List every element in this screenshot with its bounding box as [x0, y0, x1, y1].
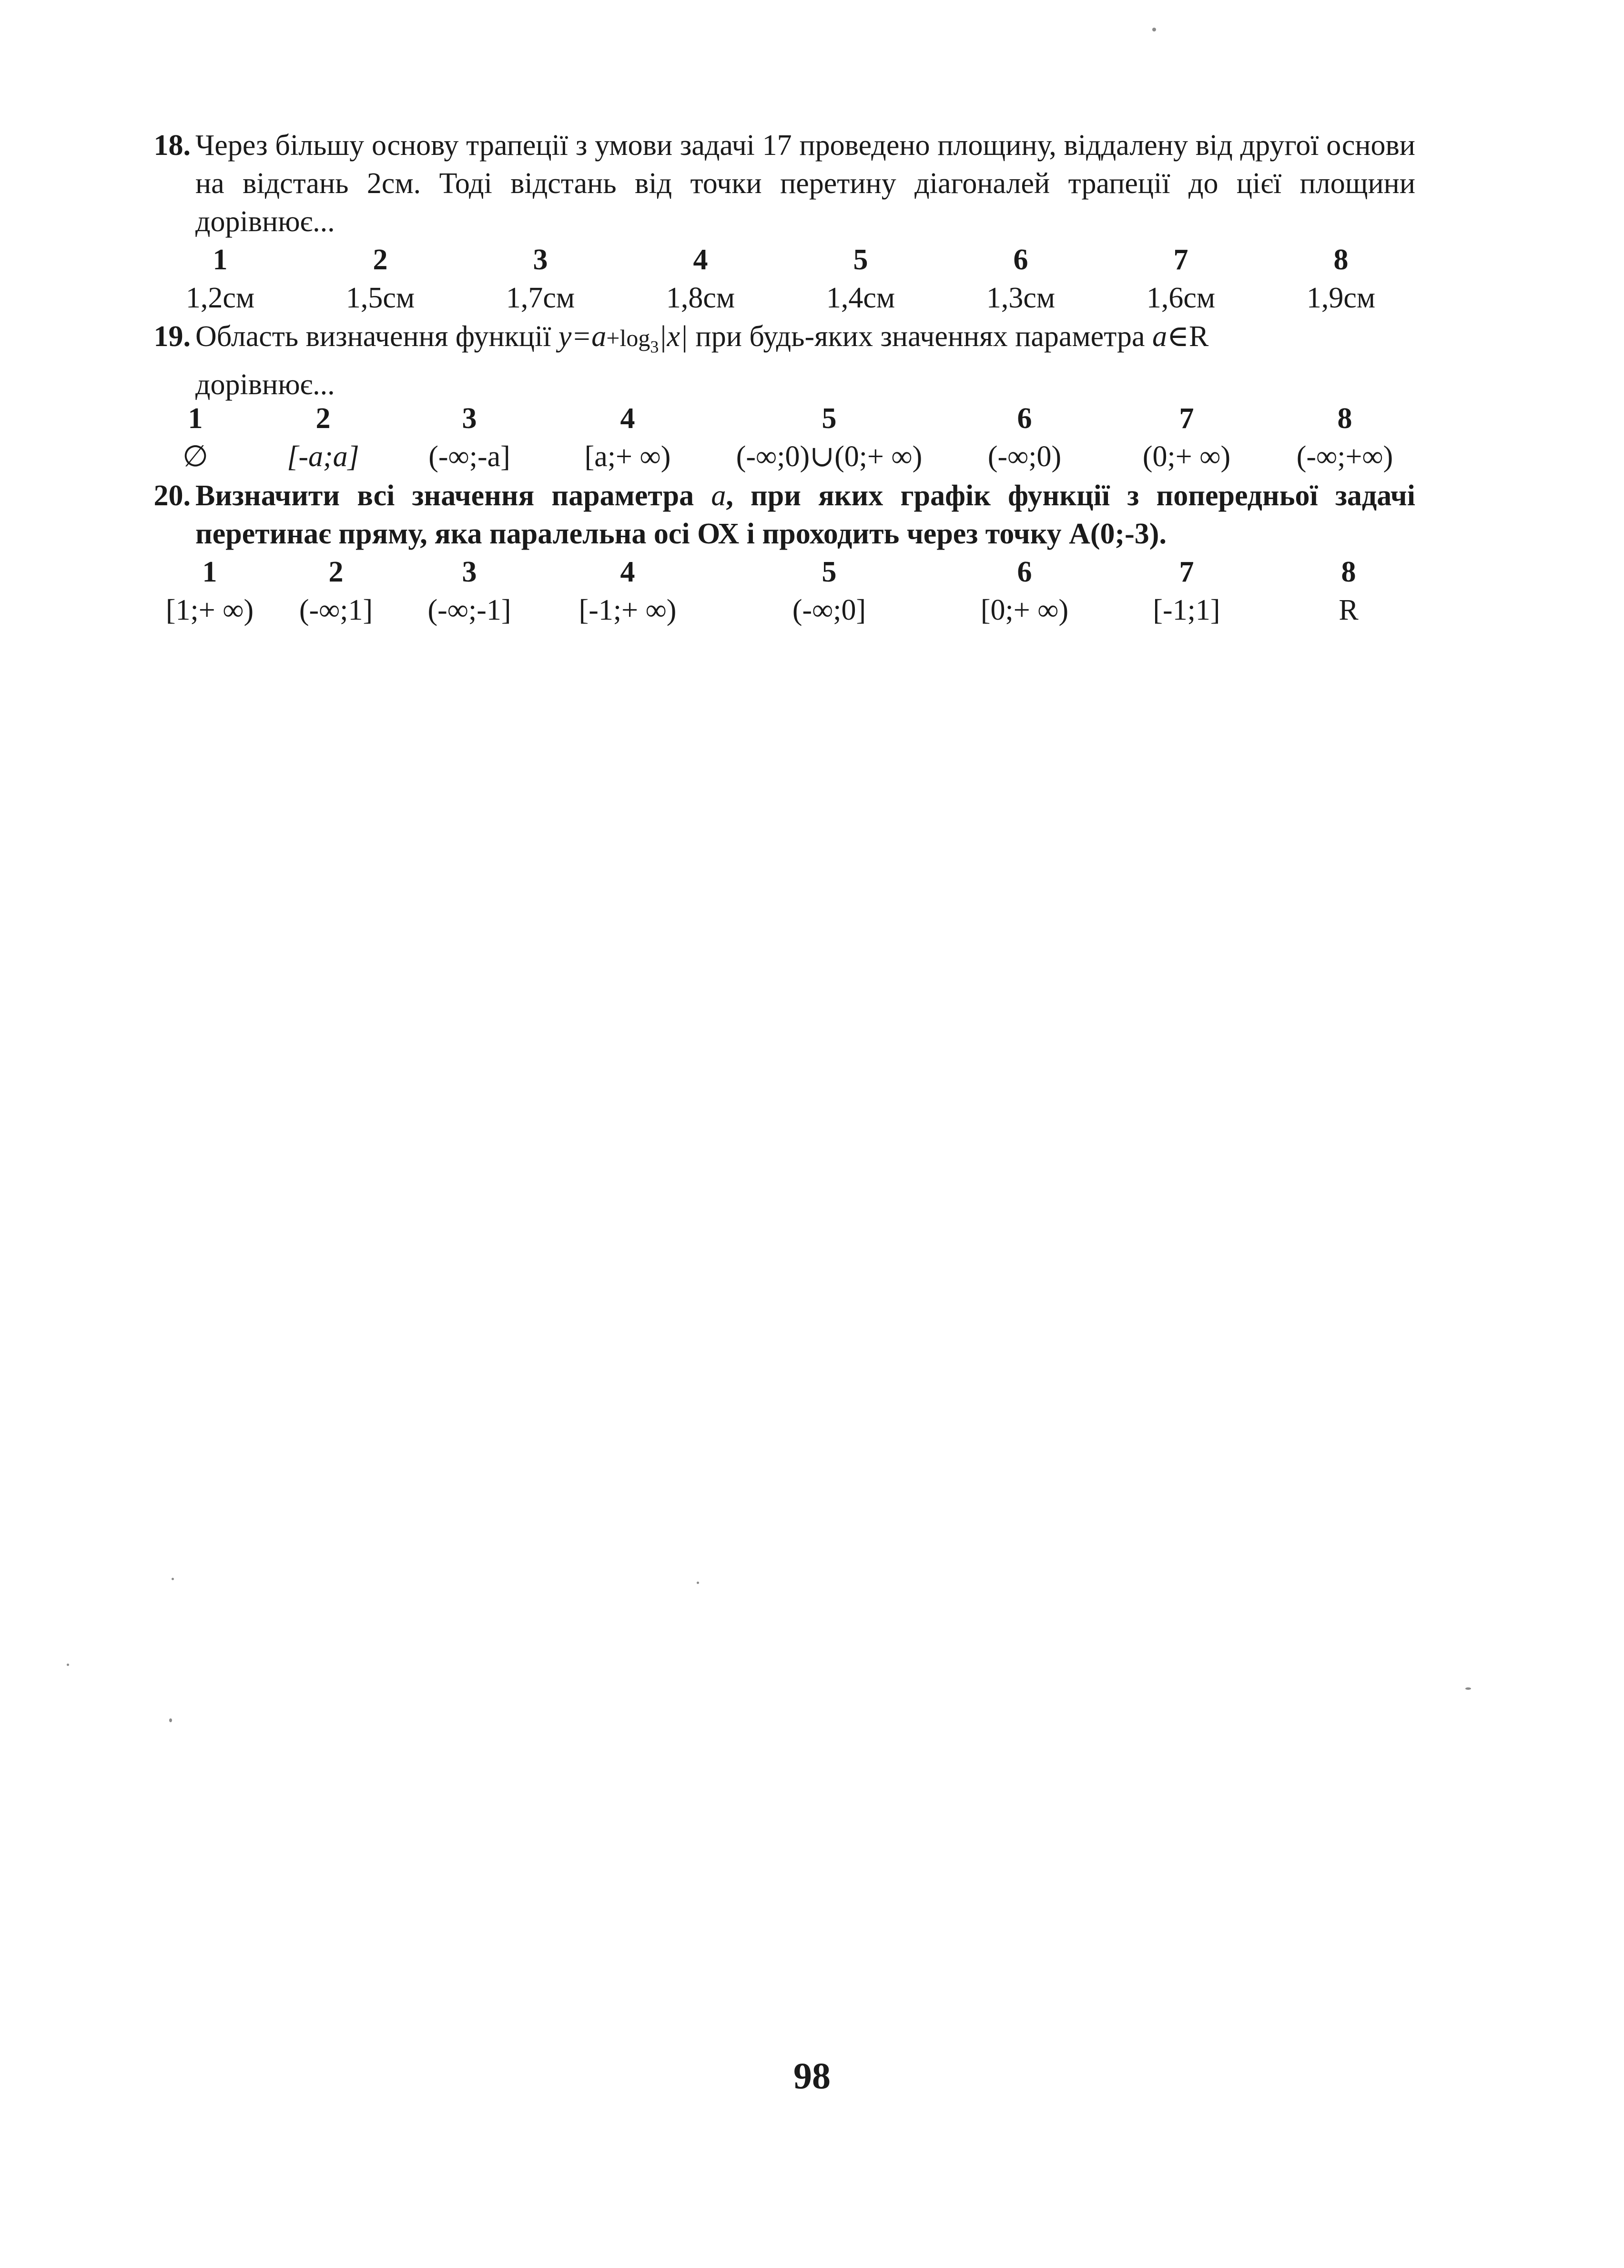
option-number: 2 — [315, 402, 331, 435]
option-number: 5 — [853, 244, 868, 276]
problem-number: 20. — [153, 480, 191, 512]
option-value: (-∞;1] — [299, 594, 373, 626]
scan-speck — [172, 1578, 174, 1580]
parameter: a — [1152, 320, 1167, 353]
option-number: 7 — [1179, 556, 1194, 588]
option-number: 2 — [328, 556, 344, 588]
problem-number: 19. — [153, 320, 191, 353]
option-value: [0;+ ∞) — [980, 594, 1069, 626]
option-number: 7 — [1173, 244, 1188, 276]
text-segment: дорівнює... — [195, 368, 335, 401]
option-value: (-∞;+∞) — [1296, 440, 1393, 473]
text-segment: при будь-яких значеннях параметра — [688, 320, 1153, 353]
scan-speck — [1465, 1687, 1471, 1690]
option-number: 3 — [462, 402, 477, 435]
option-number: 4 — [620, 402, 635, 435]
option-number: 8 — [1333, 244, 1349, 276]
problem-text — [195, 477, 1415, 553]
option-number: 5 — [822, 402, 837, 435]
option-number: 3 — [462, 556, 477, 588]
option-value: ∅ — [182, 440, 209, 473]
option-value: [-1;+ ∞) — [579, 594, 677, 626]
option-value: (-∞;0) — [987, 440, 1062, 473]
option-number: 2 — [373, 244, 388, 276]
option-value: [a;+ ∞) — [584, 440, 671, 473]
option-number: 8 — [1337, 402, 1352, 435]
option-number: 1 — [202, 556, 217, 588]
option-number: 8 — [1341, 556, 1356, 588]
option-value: 1,9см — [1306, 282, 1376, 314]
text-segment: , при яких графік функції з попередньої задачі перетинає пряму, яка паралельна осі ОХ і проходить через точку А(0;-3). — [195, 480, 1415, 550]
option-number: 6 — [1017, 556, 1032, 588]
option-value: 1,8см — [666, 282, 735, 314]
option-value: (-∞;0] — [792, 594, 866, 626]
option-number: 3 — [533, 244, 548, 276]
problem-number: 18. — [153, 129, 191, 162]
scan-speck — [67, 1664, 69, 1666]
option-number: 1 — [213, 244, 228, 276]
text-segment: Область визначення функції — [195, 320, 558, 353]
option-value: (-∞;-1] — [427, 594, 511, 626]
option-value: (-∞;-a] — [428, 440, 510, 473]
problem-text: Через більшу основу трапеції з умови задачі 17 проведено площину, віддалену від другої основи на відстань 2см. Тоді відстань від точки перетину діагоналей трапеції до цієї площини дорівнює... — [195, 129, 1415, 238]
option-value: (0;+ ∞) — [1142, 440, 1231, 473]
text-segment: Визначити всі значення параметра — [195, 480, 711, 512]
function-formula: $y=a+\log_3|x|$ — [558, 320, 689, 357]
option-value: 1,4см — [826, 282, 895, 314]
problem-19 — [153, 317, 1415, 404]
problem-text — [195, 317, 1415, 404]
set-symbol: ∈R — [1167, 320, 1209, 353]
scan-speck — [1152, 28, 1156, 31]
option-value: 1,7см — [506, 282, 575, 314]
problem-18 — [153, 126, 1415, 241]
option-number: 6 — [1013, 244, 1028, 276]
option-value: 1,2см — [185, 282, 255, 314]
option-number: 1 — [188, 402, 203, 435]
option-value: (-∞;0)∪(0;+ ∞) — [736, 440, 923, 473]
problem-20 — [153, 477, 1415, 553]
option-number: 4 — [620, 556, 635, 588]
scan-speck — [169, 1718, 172, 1722]
scan-speck — [697, 1582, 699, 1584]
option-number: 7 — [1179, 402, 1194, 435]
option-value: 1,6см — [1146, 282, 1216, 314]
parameter: a — [711, 480, 726, 512]
option-value: [-1;1] — [1153, 594, 1220, 626]
option-value: 1,3см — [986, 282, 1056, 314]
option-value: [1;+ ∞) — [165, 594, 254, 626]
option-value: R — [1339, 594, 1359, 626]
option-number: 6 — [1017, 402, 1032, 435]
option-number: 5 — [822, 556, 837, 588]
option-value: [-a;a] — [287, 440, 359, 473]
option-number: 4 — [693, 244, 708, 276]
page-number: 98 — [793, 2055, 831, 2096]
option-value: 1,5см — [345, 282, 415, 314]
